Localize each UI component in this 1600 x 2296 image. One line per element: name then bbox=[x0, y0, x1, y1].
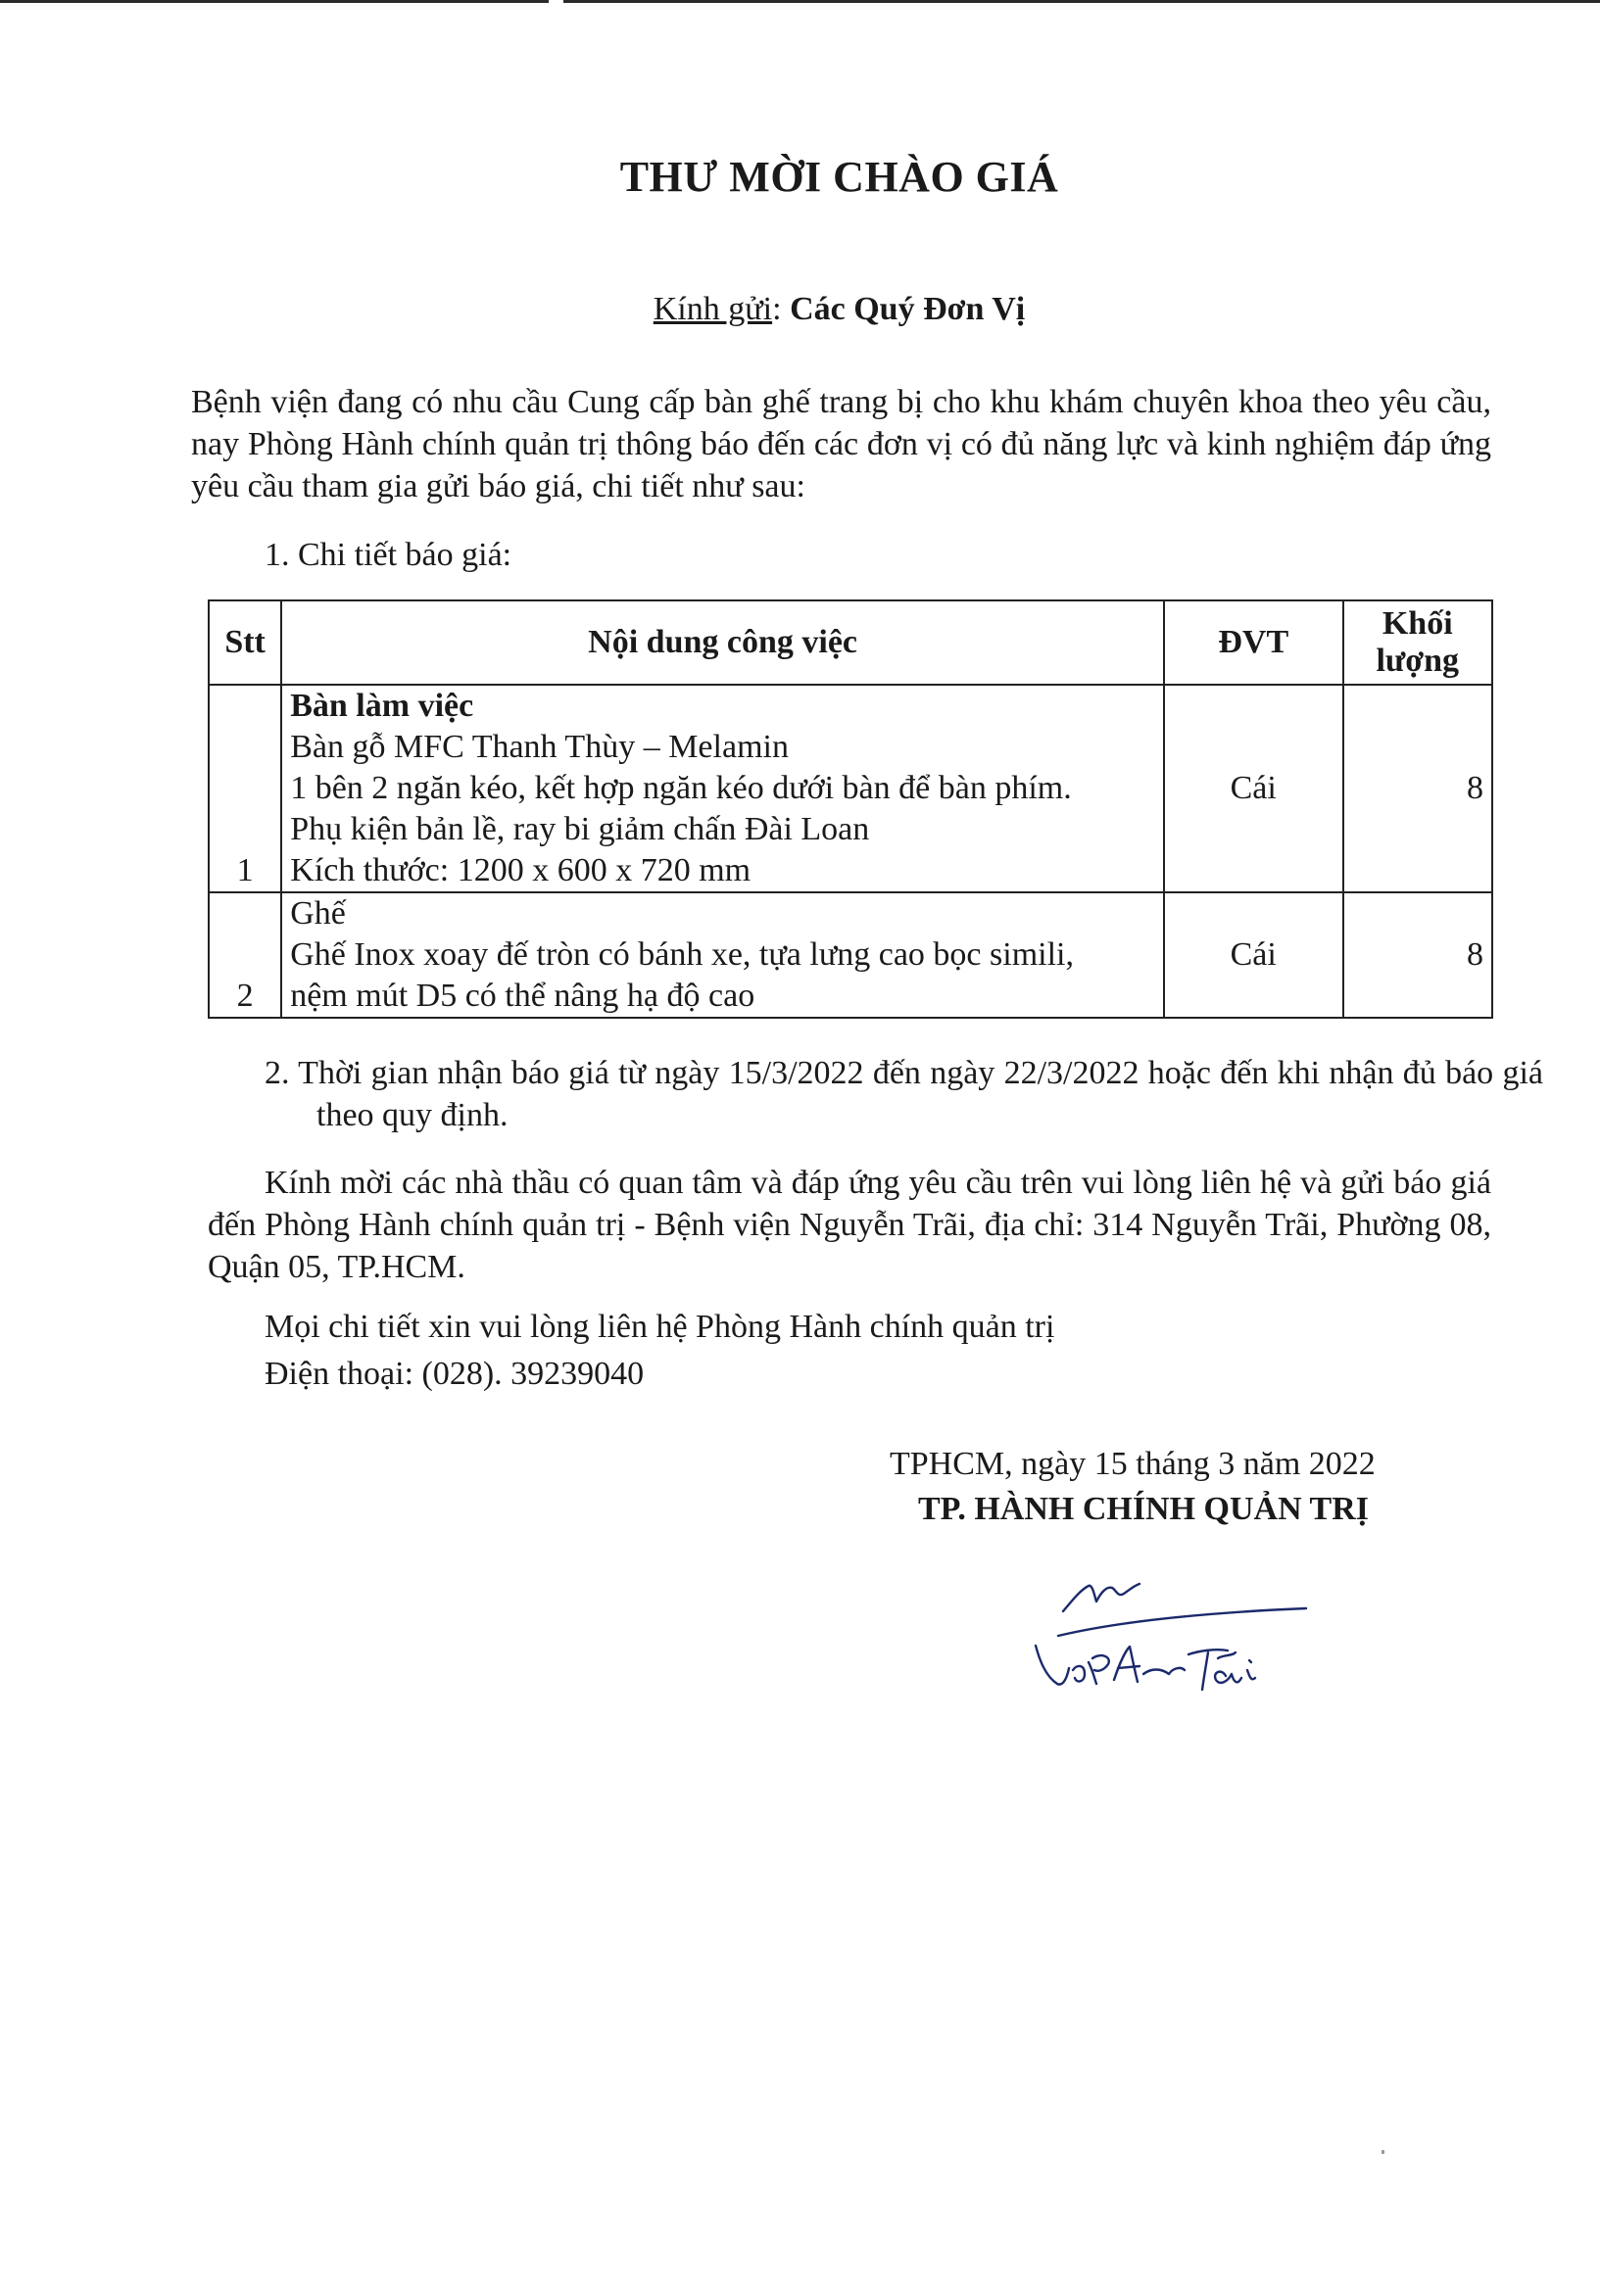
row-line: Bàn gỗ MFC Thanh Thùy – Melamin bbox=[290, 729, 789, 765]
salutation-label: Kính gửi bbox=[653, 291, 773, 327]
salutation bbox=[0, 291, 1600, 328]
row-line: 1 bên 2 ngăn kéo, kết hợp ngăn kéo dưới bàn để bàn phím. bbox=[290, 770, 1072, 806]
salutation-separator: : bbox=[772, 291, 791, 327]
header-unit: ĐVT bbox=[1164, 600, 1343, 685]
document-title: THƯ MỜI CHÀO GIÁ bbox=[619, 153, 1059, 201]
handwritten-signature bbox=[1024, 1572, 1318, 1739]
row-line: Ghế Inox xoay đế tròn có bánh xe, tựa lưng cao bọc simili, bbox=[290, 936, 1074, 973]
row-unit: Cái bbox=[1164, 892, 1343, 1018]
row-line: nệm mút D5 có thể nâng hạ độ cao bbox=[290, 978, 755, 1014]
header-description: Nội dung công việc bbox=[281, 600, 1164, 685]
row-description bbox=[281, 892, 1164, 1018]
row-line: Phụ kiện bản lề, ray bi giảm chấn Đài Loan bbox=[290, 811, 870, 847]
header-quantity-line2: lượng bbox=[1376, 643, 1460, 679]
row-description bbox=[281, 685, 1164, 892]
header-quantity bbox=[1343, 600, 1492, 685]
intro-paragraph: Bệnh viện đang có nhu cầu Cung cấp bàn ghế trang bị cho khu khám chuyên khoa theo yêu cầu, nay Phòng Hành chính quản trị thông báo đến các đơn vị có đủ năng lực và kinh nghiệm đáp ứng yêu cầu tham gia gửi báo giá, chi tiết như sau: bbox=[191, 384, 1491, 504]
scan-edge-left bbox=[0, 0, 549, 3]
row-line: Kích thước: 1200 x 600 x 720 mm bbox=[290, 852, 752, 888]
row-stt: 1 bbox=[209, 685, 281, 892]
scan-speck bbox=[1382, 2150, 1384, 2154]
section-2-paragraph: 2. Thời gian nhận báo giá từ ngày 15/3/2022 đến ngày 22/3/2022 hoặc đến khi nhận đủ báo giá theo quy định. bbox=[265, 1055, 1543, 1133]
table-header-row bbox=[209, 600, 1492, 685]
table-row bbox=[209, 892, 1492, 1018]
salutation-recipient: Các Quý Đơn Vị bbox=[790, 291, 1026, 327]
contact-line: Mọi chi tiết xin vui lòng liên hệ Phòng Hành chính quản trị bbox=[265, 1309, 1055, 1345]
signer-title: TP. HÀNH CHÍNH QUẢN TRỊ bbox=[918, 1491, 1370, 1527]
row-heading: Bàn làm việc bbox=[290, 688, 474, 724]
row-quantity: 8 bbox=[1343, 685, 1492, 892]
header-quantity-line1: Khối bbox=[1382, 605, 1453, 642]
invitation-paragraph: Kính mời các nhà thầu có quan tâm và đáp ứng yêu cầu trên vui lòng liên hệ và gửi báo giá đến Phòng Hành chính quản trị - Bệnh viện Nguyễn Trãi, địa chỉ: 314 Nguyễn Trãi, Phường 08, Quận 05, TP.HCM. bbox=[208, 1165, 1491, 1285]
scan-edge-right bbox=[563, 0, 1600, 3]
section-1-heading: 1. Chi tiết báo giá: bbox=[265, 537, 512, 573]
date-line: TPHCM, ngày 15 tháng 3 năm 2022 bbox=[890, 1446, 1376, 1482]
row-quantity: 8 bbox=[1343, 892, 1492, 1018]
table-row bbox=[209, 685, 1492, 892]
row-stt: 2 bbox=[209, 892, 281, 1018]
quote-table bbox=[208, 599, 1493, 1019]
row-heading: Ghế bbox=[290, 895, 346, 932]
header-stt: Stt bbox=[209, 600, 281, 685]
row-unit: Cái bbox=[1164, 685, 1343, 892]
phone-line: Điện thoại: (028). 39239040 bbox=[265, 1356, 645, 1392]
